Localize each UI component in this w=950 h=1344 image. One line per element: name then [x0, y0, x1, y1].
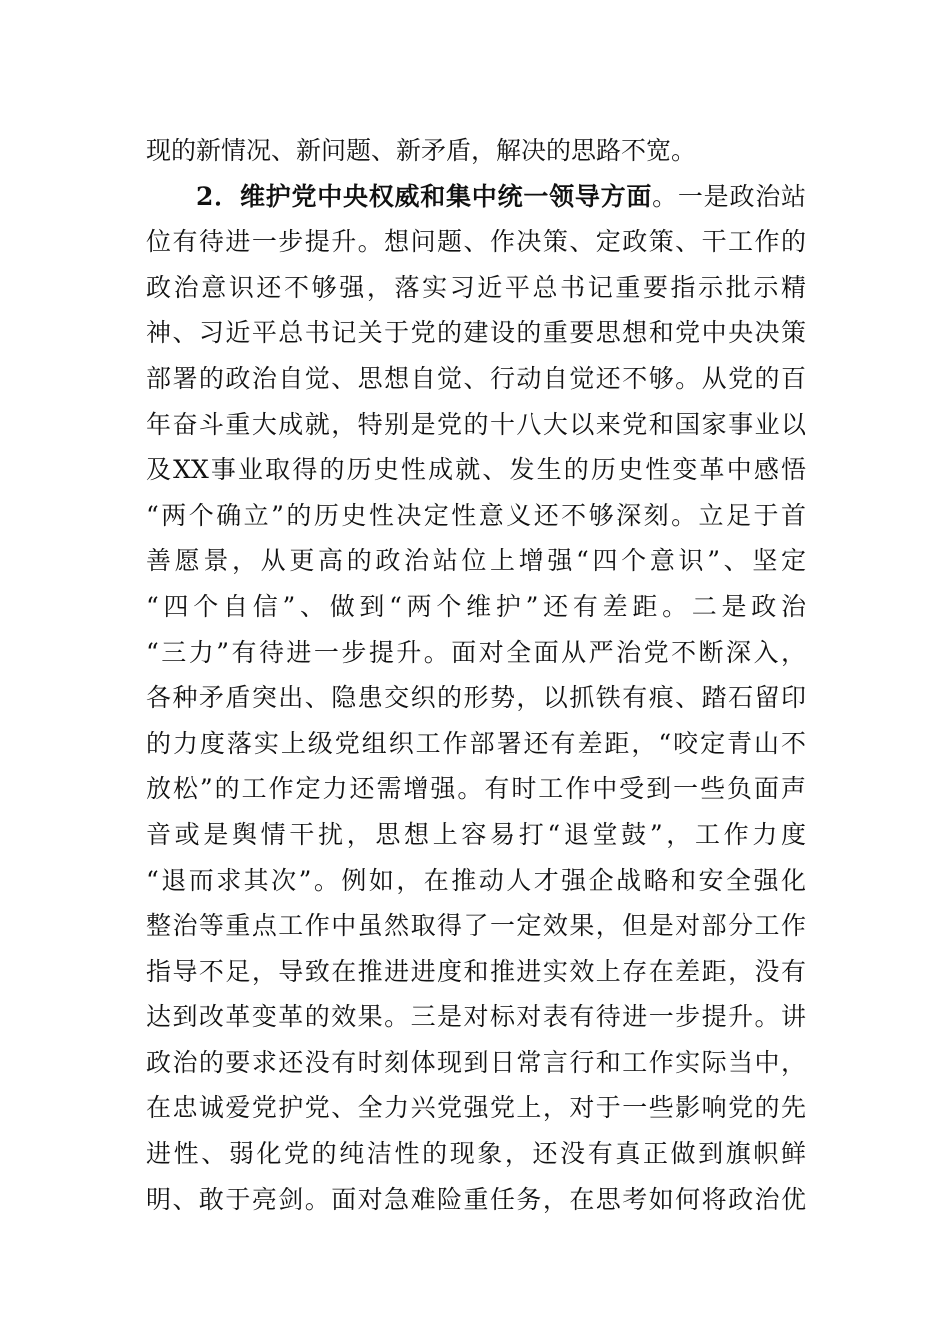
text-line: 在忠诚爱党护党、全力兴党强党上，对于一些影响党的先	[146, 1093, 806, 1123]
text-line: 放松”的工作定力还需增强。有时工作中受到一些负面声	[146, 774, 806, 804]
text-line: 善愿景，从更高的政治站位上增强“四个意识”、坚定	[146, 546, 806, 576]
text-line: 部署的政治自觉、思想自觉、行动自觉还不够。从党的百	[146, 363, 806, 393]
text-line: 现的新情况、新问题、新矛盾，解决的思路不宽。	[146, 136, 697, 165]
section-lead-text: 。一是政治站	[652, 181, 806, 211]
text-line: 明、敢于亮剑。面对急难险重任务，在思考如何将政治优	[146, 1184, 806, 1214]
section-number: 2．	[196, 181, 240, 211]
text-line: 的力度落实上级党组织工作部署还有差距，“咬定青山不	[146, 728, 806, 758]
body-text	[146, 128, 806, 1222]
text-line: 年奋斗重大成就，特别是党的十八大以来党和国家事业以	[146, 409, 806, 439]
text-line: 整治等重点工作中虽然取得了一定效果，但是对部分工作	[146, 911, 806, 941]
text-line: 神、习近平总书记关于党的建设的重要思想和党中央决策	[146, 318, 806, 348]
text-line: “三力”有待进一步提升。面对全面从严治党不断深入，	[146, 637, 806, 667]
text-line: 达到改革变革的效果。三是对标对表有待进一步提升。讲	[146, 1002, 806, 1032]
text-line: 指导不足，导致在推进进度和推进实效上存在差距，没有	[146, 956, 806, 986]
text-line: 位有待进一步提升。想问题、作决策、定政策、干工作的	[146, 227, 806, 257]
text-line: 政治的要求还没有时刻体现到日常言行和工作实际当中，	[146, 1047, 806, 1077]
section-heading-line	[146, 174, 806, 220]
text-line: “四个自信”、做到“两个维护”还有差距。二是政治	[146, 591, 806, 621]
text-line: 音或是舆情干扰，思想上容易打“退堂鼓”，工作力度	[146, 819, 806, 849]
text-line: “退而求其次”。例如，在推动人才强企战略和安全强化	[146, 865, 806, 895]
section-heading: 维护党中央权威和集中统一领导方面	[239, 181, 653, 211]
text-line: 及XX事业取得的历史性成就、发生的历史性变革中感悟	[146, 455, 806, 485]
text-line: 各种矛盾突出、隐患交织的形势，以抓铁有痕、踏石留印	[146, 683, 806, 713]
text-line: 进性、弱化党的纯洁性的现象，还没有真正做到旗帜鲜	[146, 1139, 806, 1169]
text-line: 政治意识还不够强，落实习近平总书记重要指示批示精	[146, 272, 806, 302]
text-line: “两个确立”的历史性决定性意义还不够深刻。立足于首	[146, 500, 806, 530]
